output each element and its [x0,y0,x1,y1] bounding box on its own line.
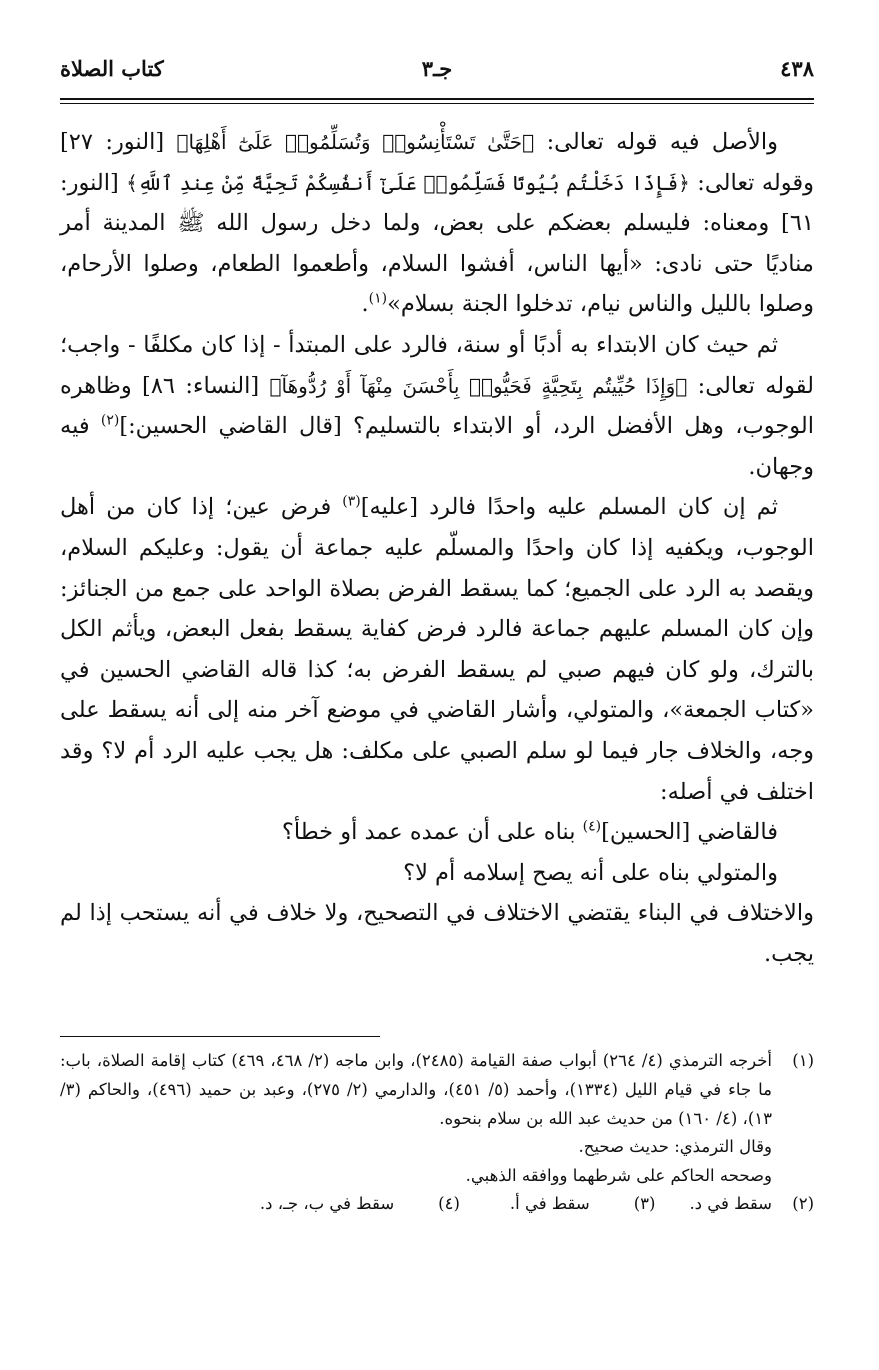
footnote-text [60,1047,772,1190]
footnote-line: وصححه الحاكم على شرطهما ووافقه الذهبي. [465,1165,772,1185]
paragraph-4 [60,812,814,853]
paragraph-5: والمتولي بناه على أنه يصح إسلامه أم لا؟ [403,859,778,886]
text-run: فيه وجهان. [60,413,814,480]
text-run: [النساء: ٨٦] وظاهره الوجوب، وهل الأفضل الرد، أو الابتداء بالتسليم؟ [قال القاضي الحسين:] [60,372,814,440]
footnote-ref-2[interactable]: (٢) [100,412,120,429]
text-run: [النور: ٢٧] وقوله تعالى: [60,129,814,196]
page-number: ٤٣٨ [780,56,814,81]
page [60,52,814,1219]
paragraph-6: والاختلاف في البناء يقتضي الاختلاف في التصحيح، ولا خلاف في أنه يستحب إذا لم يجب. [60,900,814,967]
footnote-4-text: سقط في ب، جـ، د. [259,1194,395,1214]
footnote-3-text: سقط في أ. [509,1194,590,1214]
main-text [60,122,814,974]
quran-verse: ﴿فَإِذَا دَخَلْتُم بُيُوتًا فَسَلِّمُوا۟ عَلَىٰٓ أَنفُسِكُمْ تَحِيَّةً مِّنْ عِندِ ٱللَّهِ﴾ [126,170,690,195]
quran-verse: ﴿حَتَّىٰ تَسْتَأْنِسُوا۟ وَتُسَلِّمُوا۟ عَلَىٰٓ أَهْلِهَا﴾ [176,130,535,154]
text-run: فالقاضي [الحسين] [601,819,778,846]
footnote-4-number: (٤) [438,1194,460,1214]
footnote-ref-4[interactable]: (٤) [582,818,602,835]
text-run: والأصل فيه قوله تعالى: [534,129,778,155]
footnote-2-text: سقط في د. [689,1194,772,1214]
footnote-number: (١) [792,1051,814,1071]
header-rule-thick [60,98,814,100]
paragraph-3 [60,487,814,812]
footnote-ref-3[interactable]: (٣) [342,493,361,510]
text-run: . [361,291,369,318]
text-run: بناه على أن عمده عمد أو خطأ؟ [281,819,583,846]
paragraph-2 [60,325,814,487]
running-header [60,52,814,92]
text-run: ثم إن كان المسلم عليه واحدًا فالرد [عليه] [360,494,778,521]
footnote-line: وقال الترمذي: حديث صحيح. [578,1137,772,1157]
book-title: كتاب الصلاة [60,56,164,81]
volume-label: جـ٣ [421,56,453,81]
text-run: ثم حيث كان الابتداء به أدبًا أو سنة، فالرد على المبتدأ - إذا كان مكلفًا - واجب؛ لقوله تعالى: [60,331,814,399]
footnote-text [60,1190,772,1219]
header-rule-thin [60,103,814,104]
quran-verse: ﴿وَإِذَا حُيِّيتُم بِتَحِيَّةٍ فَحَيُّوا۟ بِأَحْسَنَ مِنْهَآ أَوْ رُدُّوهَآ﴾ [269,373,688,398]
footnote-3-number: (٣) [633,1194,656,1214]
footnote-line: أخرجه الترمذي (٤/ ٢٦٤) أبواب صفة القيامة (٢٤٨٥)، وابن ماجه (٢/ ٤٦٨، ٤٦٩) كتاب إقامة الصلاة، باب: ما جاء في قيام الليل (١٣٣٤)، وأحمد (٥/ ٤٥١)، والدارمي (٢/ ٢٧٥)، وعبد بن حميد (٤٩٦)، والحاكم (٣/ ١٣)، (٤/ ١٦٠) من حديث عبد الله بن سلام بنحوه. [60,1051,772,1128]
footnotes [60,1047,814,1219]
footnote-separator [60,1036,380,1037]
footnote-row-2-4 [60,1190,814,1219]
footnote-1 [60,1047,814,1190]
paragraph-1 [60,122,814,325]
text-run: فرض عين؛ إذا كان من أهل الوجوب، ويكفيه إذا كان واحدًا والمسلّم عليه جماعة أن يقول: وعليكم السلام، ويقصد به الرد على الجميع؛ كما يسقط الفرض بصلاة الواحد على جمع من الجنائز: وإن كان المسلم عليهم جماعة فالرد فرض كفاية يسقط بفعل البعض، ويأثم الكل بالترك، ولو كان فيهم صبي لم يسقط الفرض به؛ كذا قاله القاضي الحسين في «كتاب الجمعة»، والمتولي، وأشار القاضي في موضع آخر منه إلى أنه يسقط على وجه، والخلاف جار فيما لو سلم الصبي على مكلف: هل يجب عليه الرد أم لا؟ وقد اختلف في أصله: [60,494,814,805]
footnote-number: (٢) [792,1194,814,1214]
footnote-ref-1[interactable]: (١) [368,290,388,307]
text-run: [النور: ٦١] ومعناه: فليسلم بعضكم على بعض، ولما دخل رسول الله ﷺ المدينة أمر مناديًا حتى نادى: «أيها الناس، أفشوا السلام، وأطعموا الطعام، وصلوا الأرحام، وصلوا بالليل والناس نيام، تدخلوا الجنة بسلام» [60,169,814,318]
